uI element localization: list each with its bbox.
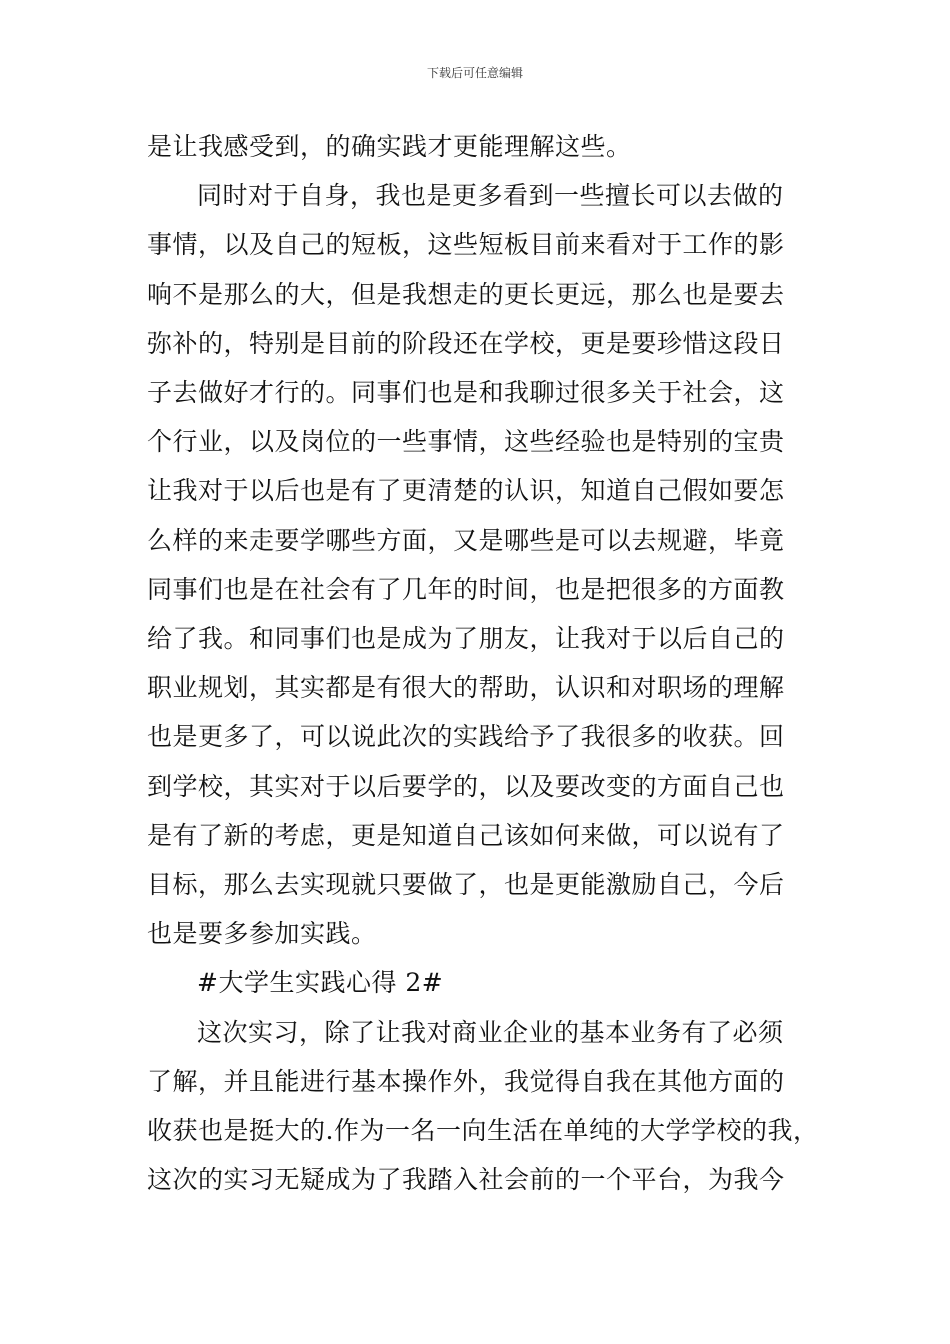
text-line: 了解，并且能进行基本操作外，我觉得自我在其他方面的 bbox=[147, 1066, 785, 1096]
section-heading: #大学生实践心得 2# bbox=[197, 968, 444, 998]
text-line: 么样的来走要学哪些方面，又是哪些是可以去规避，毕竟 bbox=[147, 525, 785, 555]
text-line: 个行业，以及岗位的一些事情，这些经验也是特别的宝贵 bbox=[147, 427, 785, 457]
text-line: 也是要多参加实践。 bbox=[147, 919, 377, 949]
text-line: 响不是那么的大，但是我想走的更长更远，那么也是要去 bbox=[147, 279, 785, 309]
text-line: 弥补的，特别是目前的阶段还在学校，更是要珍惜这段日 bbox=[147, 328, 785, 358]
text-line: 子去做好才行的。同事们也是和我聊过很多关于社会，这 bbox=[147, 378, 785, 407]
text-line: 这次的实习无疑成为了我踏入社会前的一个平台，为我今 bbox=[147, 1165, 785, 1195]
text-line: 让我对于以后也是有了更清楚的认识，知道自己假如要怎 bbox=[147, 476, 785, 506]
text-line: 收获也是挺大的.作为一名一向生活在单纯的大学学校的我， bbox=[147, 1116, 819, 1145]
text-line: 给了我。和同事们也是成为了朋友，让我对于以后自己的 bbox=[147, 624, 785, 653]
text-line: 事情，以及自己的短板，这些短板目前来看对于工作的影 bbox=[147, 230, 785, 260]
text-line: 同时对于自身，我也是更多看到一些擅长可以去做的 bbox=[197, 181, 784, 211]
text-line: 是有了新的考虑，更是知道自己该如何来做，可以说有了 bbox=[147, 820, 785, 850]
text-line: 职业规划，其实都是有很大的帮助，认识和对职场的理解 bbox=[147, 673, 785, 703]
text-line: 这次实习，除了让我对商业企业的基本业务有了必须 bbox=[197, 1017, 784, 1047]
text-line: 同事们也是在社会有了几年的时间，也是把很多的方面教 bbox=[147, 574, 785, 604]
text-line: 是让我感受到，的确实践才更能理解这些。 bbox=[147, 132, 632, 161]
text-line: 到学校，其实对于以后要学的，以及要改变的方面自己也 bbox=[147, 771, 785, 801]
text-line: 目标，那么去实现就只要做了，也是更能激励自己，今后 bbox=[147, 870, 785, 899]
text-line: 也是更多了，可以说此次的实践给予了我很多的收获。回 bbox=[147, 722, 785, 752]
page-header: 下载后可任意编辑 bbox=[426, 66, 523, 80]
